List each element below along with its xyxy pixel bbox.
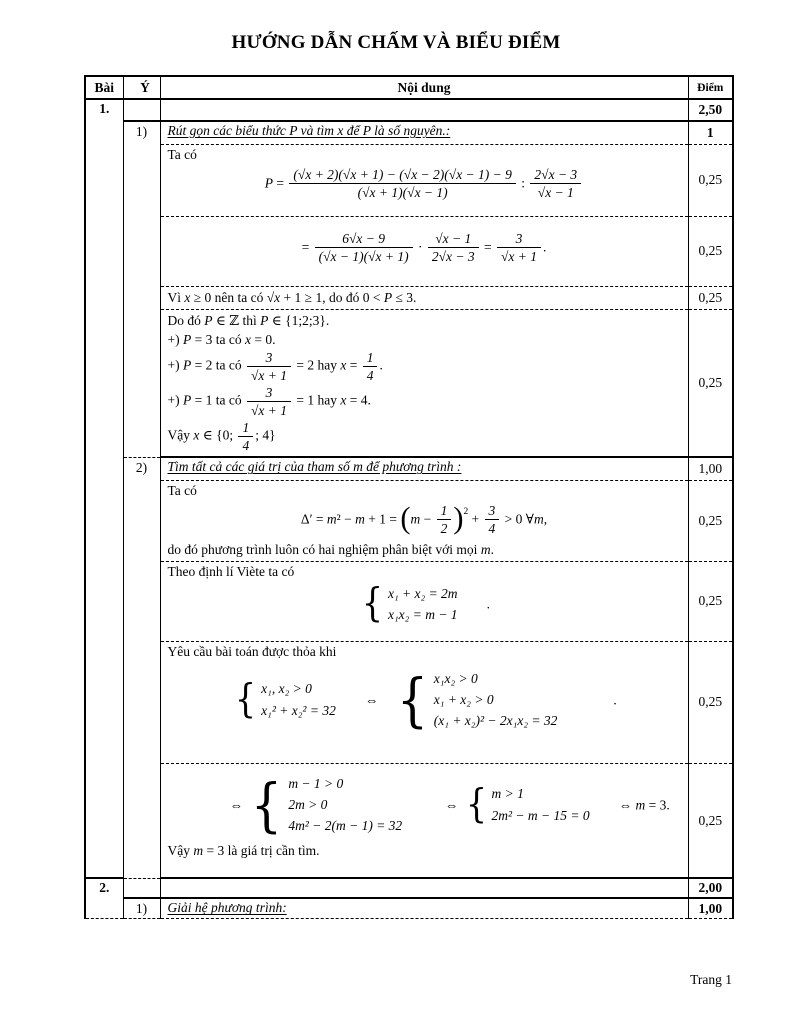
fraction-denominator: (√x − 1)(√x + 1) bbox=[318, 248, 409, 264]
math-text: m bbox=[326, 511, 337, 527]
math-text: Δ′ = bbox=[300, 511, 327, 527]
problem-2-total-points: 2,00 bbox=[688, 878, 733, 898]
fraction bbox=[247, 385, 291, 418]
problem-2-part-1-points: 1,00 bbox=[688, 898, 733, 919]
math-text: ⇔ bbox=[337, 692, 392, 708]
left-brace: { bbox=[251, 770, 283, 839]
block-1c-points: 0,25 bbox=[688, 286, 733, 309]
math-text: Do đó bbox=[167, 312, 205, 328]
big-paren: ( bbox=[400, 501, 411, 536]
math-text: = 3 là giá trị cần tìm. bbox=[203, 842, 320, 858]
math-text: ⇔ bbox=[229, 797, 247, 813]
fraction-numerator: 3 bbox=[247, 350, 291, 367]
math-text: +) bbox=[167, 331, 183, 347]
math-text: P bbox=[383, 289, 393, 305]
math-text: = 1 hay bbox=[292, 392, 341, 408]
math-text: x bbox=[244, 331, 251, 347]
math-text: x bbox=[193, 427, 200, 443]
cases-row: x₁² + x₂² = 32 bbox=[261, 702, 336, 718]
cases-row: (x₁ + x₂)² − 2x₁x₂ = 32 bbox=[433, 713, 558, 729]
math-text: do đó phương trình luôn có hai nghiệm phân biệt với mọi bbox=[167, 541, 481, 557]
fraction bbox=[530, 167, 581, 200]
part-2-label-cell bbox=[123, 457, 160, 878]
math-text: √x bbox=[266, 289, 281, 305]
fraction bbox=[363, 350, 378, 383]
problem-2-number: 2. bbox=[99, 880, 110, 896]
fraction-denominator: 4 bbox=[488, 520, 496, 536]
fraction bbox=[497, 231, 541, 264]
math-text: = 0. bbox=[250, 331, 276, 347]
cases-row: x₁x₂ > 0 bbox=[433, 670, 478, 686]
cases-row: 4m² − 2(m − 1) = 32 bbox=[288, 818, 403, 834]
math-text: = bbox=[480, 239, 495, 255]
math-text: + 1 ≥ 1, do đó 0 < bbox=[280, 289, 384, 305]
math-text: : bbox=[517, 175, 529, 191]
block-2c-content bbox=[160, 641, 688, 763]
math-text: ; 4} bbox=[255, 427, 276, 443]
math-text: + 1 = bbox=[364, 511, 401, 527]
formula-viete-system bbox=[168, 583, 681, 626]
cases-system bbox=[394, 665, 558, 734]
formula-m-systems-chain bbox=[168, 770, 681, 839]
math-text: Vì bbox=[167, 289, 185, 305]
math-text: m bbox=[410, 511, 421, 527]
fraction-denominator: √x + 1 bbox=[250, 402, 287, 418]
math-text: ≥ 0 nên ta có bbox=[190, 289, 267, 305]
math-text: m bbox=[480, 541, 491, 557]
block-2c-label: Yêu cầu bài toán được thỏa khi bbox=[167, 643, 337, 659]
cases-row: m − 1 > 0 bbox=[288, 775, 344, 791]
problem-1-empty-content bbox=[160, 99, 688, 121]
block-1a-content bbox=[160, 144, 688, 216]
math-text: x bbox=[340, 357, 347, 373]
part-2-title-cell bbox=[160, 457, 688, 480]
problem-1-total-points: 2,50 bbox=[688, 99, 733, 121]
line-p-equals-2 bbox=[168, 349, 681, 384]
math-text: P bbox=[182, 392, 192, 408]
problem-2-empty-y bbox=[123, 878, 160, 898]
fraction-denominator: 4 bbox=[366, 367, 374, 383]
math-text: . bbox=[379, 357, 383, 373]
math-text: +) bbox=[167, 357, 183, 373]
line-p-equals-1 bbox=[168, 384, 681, 419]
part-1-points: 1 bbox=[688, 121, 733, 144]
math-text: = 1 ta có bbox=[191, 392, 245, 408]
block-2a-label: Ta có bbox=[167, 482, 197, 498]
math-text: . bbox=[559, 692, 617, 708]
fraction bbox=[238, 420, 253, 453]
cases-row: 2m² − m − 15 = 0 bbox=[491, 807, 590, 823]
problem-2-part-1-label: 1) bbox=[135, 901, 148, 917]
problem-1-number-cell bbox=[85, 99, 123, 878]
problem-2-number-cell bbox=[85, 878, 123, 919]
math-text: = bbox=[273, 175, 288, 191]
fraction-numerator: 1 bbox=[238, 420, 253, 437]
math-text: +) bbox=[167, 392, 183, 408]
cases-row: x₁ + x₂ = 2m bbox=[387, 585, 458, 601]
part-1-label-cell bbox=[123, 121, 160, 457]
math-text: = 2 ta có bbox=[191, 357, 245, 373]
fraction bbox=[428, 231, 479, 264]
fraction-denominator: √x + 1 bbox=[501, 248, 538, 264]
part-1-label: 1) bbox=[135, 124, 148, 139]
formula-condition-systems bbox=[168, 665, 681, 734]
cases-rows bbox=[491, 785, 589, 824]
math-text: P bbox=[182, 357, 192, 373]
block-1c-content bbox=[160, 286, 688, 309]
math-text: · bbox=[414, 239, 426, 255]
block-2d-points: 0,25 bbox=[688, 763, 733, 878]
math-text: , bbox=[543, 511, 548, 527]
left-brace: { bbox=[361, 581, 384, 627]
math-text: x bbox=[340, 392, 347, 408]
block-1b-points: 0,25 bbox=[688, 216, 733, 286]
block-1d-points: 0,25 bbox=[688, 309, 733, 457]
block-2b-content bbox=[160, 561, 688, 641]
cases-rows bbox=[261, 680, 336, 719]
left-brace: { bbox=[396, 665, 428, 734]
fraction-denominator: 4 bbox=[242, 438, 250, 454]
math-text: ² − bbox=[336, 511, 356, 527]
fraction-numerator: 6√x − 9 bbox=[315, 231, 413, 248]
math-text: > 0 ∀ bbox=[501, 511, 534, 527]
part-1-title: Rút gọn các biểu thức P và tìm x để P là số nguyên.: bbox=[167, 123, 451, 138]
big-paren: ) bbox=[453, 501, 464, 536]
cases-system bbox=[233, 676, 336, 722]
math-text: ⇔ bbox=[591, 797, 636, 813]
formula-delta bbox=[168, 502, 681, 537]
problem-2-part-1-label-cell bbox=[123, 898, 160, 919]
line-m-conclusion bbox=[168, 841, 681, 860]
cases-system bbox=[464, 781, 590, 827]
part-2-label: 2) bbox=[135, 459, 148, 475]
math-text: − bbox=[420, 511, 435, 527]
cases-rows bbox=[388, 585, 458, 624]
line-two-distinct-roots bbox=[168, 540, 681, 559]
math-text: P bbox=[204, 312, 213, 328]
math-text: + bbox=[468, 511, 483, 527]
line-p-equals-3 bbox=[168, 330, 681, 349]
block-1b-content bbox=[160, 216, 688, 286]
cases-row: x₁ + x₂ > 0 bbox=[433, 692, 494, 708]
problem-1-number: 1. bbox=[99, 101, 110, 116]
fraction bbox=[247, 350, 291, 383]
math-text: . bbox=[459, 596, 490, 612]
col-header-bai: Bài bbox=[85, 76, 123, 99]
fraction-numerator: 3 bbox=[485, 503, 500, 520]
rubric-table bbox=[84, 75, 734, 919]
block-1a-label: Ta có bbox=[167, 146, 197, 162]
fraction-numerator: 1 bbox=[437, 503, 452, 520]
col-header-noidung: Nội dung bbox=[160, 76, 688, 99]
block-2a-points: 0,25 bbox=[688, 480, 733, 561]
part-2-points: 1,00 bbox=[688, 457, 733, 480]
math-text: = bbox=[301, 239, 313, 255]
math-text: m bbox=[533, 511, 544, 527]
fraction bbox=[485, 503, 500, 536]
col-header-diem: Điểm bbox=[688, 76, 733, 99]
superscript: 2 bbox=[463, 507, 469, 518]
math-text: . bbox=[490, 541, 494, 557]
math-text: P bbox=[182, 331, 192, 347]
block-2d-content bbox=[160, 763, 688, 878]
fraction-denominator: (√x + 1)(√x − 1) bbox=[357, 184, 448, 200]
cases-row: x₁, x₂ > 0 bbox=[261, 681, 312, 697]
math-text: P bbox=[264, 175, 274, 191]
formula-p-definition bbox=[168, 166, 681, 201]
math-text: = bbox=[346, 357, 361, 373]
block-2b-points: 0,25 bbox=[688, 561, 733, 641]
fraction bbox=[289, 167, 515, 200]
fraction-numerator: (√x + 2)(√x + 1) − (√x − 2)(√x − 1) − 9 bbox=[289, 167, 515, 184]
fraction bbox=[437, 503, 452, 536]
problem-1-empty-y bbox=[123, 99, 160, 121]
cases-row: x₁x₂ = m − 1 bbox=[387, 607, 458, 623]
problem-2-part-1-title-cell bbox=[160, 898, 688, 919]
document-title: HƯỚNG DẪN CHẤM VÀ BIỂU ĐIỂM bbox=[231, 32, 561, 53]
cases-rows bbox=[434, 670, 558, 731]
math-text: = 3. bbox=[645, 797, 670, 813]
math-text: ∈ {1;2;3}. bbox=[268, 312, 330, 328]
math-text: Vậy bbox=[167, 842, 194, 858]
formula-p-simplified bbox=[168, 230, 681, 265]
left-brace: { bbox=[465, 781, 487, 827]
problem-2-empty-content bbox=[160, 878, 688, 898]
math-text: = 3 ta có bbox=[191, 331, 245, 347]
fraction-numerator: √x − 1 bbox=[428, 231, 479, 248]
left-brace: { bbox=[235, 676, 257, 722]
math-text: ⇔ bbox=[404, 797, 462, 813]
col-header-y: Ý bbox=[123, 76, 160, 99]
math-text: m bbox=[635, 797, 646, 813]
cases-row: m > 1 bbox=[491, 786, 524, 802]
fraction-denominator: √x + 1 bbox=[250, 367, 287, 383]
block-1d-content bbox=[160, 309, 688, 457]
line-x-solution-set bbox=[168, 419, 681, 454]
math-text: ≤ 3. bbox=[392, 289, 417, 305]
cases-rows bbox=[288, 775, 402, 836]
block-2b-label: Theo định lí Viète ta có bbox=[167, 563, 295, 579]
math-text: x bbox=[184, 289, 191, 305]
math-text: ∈ {0; bbox=[199, 427, 237, 443]
fraction-numerator: 3 bbox=[247, 385, 291, 402]
page-number: Trang 1 bbox=[690, 972, 732, 987]
math-text: Vậy bbox=[167, 427, 194, 443]
fraction-numerator: 1 bbox=[363, 350, 378, 367]
math-text: ∈ ℤ thì bbox=[212, 312, 261, 328]
cases-system bbox=[248, 770, 403, 839]
part-1-title-cell bbox=[160, 121, 688, 144]
fraction-denominator: 2√x − 3 bbox=[431, 248, 475, 264]
fraction-denominator: 2 bbox=[440, 520, 448, 536]
part-2-title: Tìm tất cả các giá trị của tham số m để phương trình : bbox=[167, 459, 462, 475]
block-2a-content bbox=[160, 480, 688, 561]
line-p-integer-set bbox=[168, 311, 681, 330]
cases-row: 2m > 0 bbox=[288, 797, 328, 813]
block-1a-points: 0,25 bbox=[688, 144, 733, 216]
math-text: = 4. bbox=[346, 392, 371, 408]
cases-system bbox=[360, 581, 458, 627]
math-text: m bbox=[193, 842, 204, 858]
math-text: P bbox=[260, 312, 269, 328]
fraction-denominator: √x − 1 bbox=[537, 184, 574, 200]
fraction bbox=[315, 231, 413, 264]
math-text: . bbox=[543, 239, 547, 255]
math-text: m bbox=[355, 511, 365, 527]
math-text: = 2 hay bbox=[292, 357, 341, 373]
fraction-numerator: 3 bbox=[497, 231, 541, 248]
block-2c-points: 0,25 bbox=[688, 641, 733, 763]
problem-2-part-1-title: Giải hệ phương trình: bbox=[167, 900, 287, 916]
fraction-numerator: 2√x − 3 bbox=[530, 167, 581, 184]
line-p-bounds bbox=[168, 288, 681, 307]
